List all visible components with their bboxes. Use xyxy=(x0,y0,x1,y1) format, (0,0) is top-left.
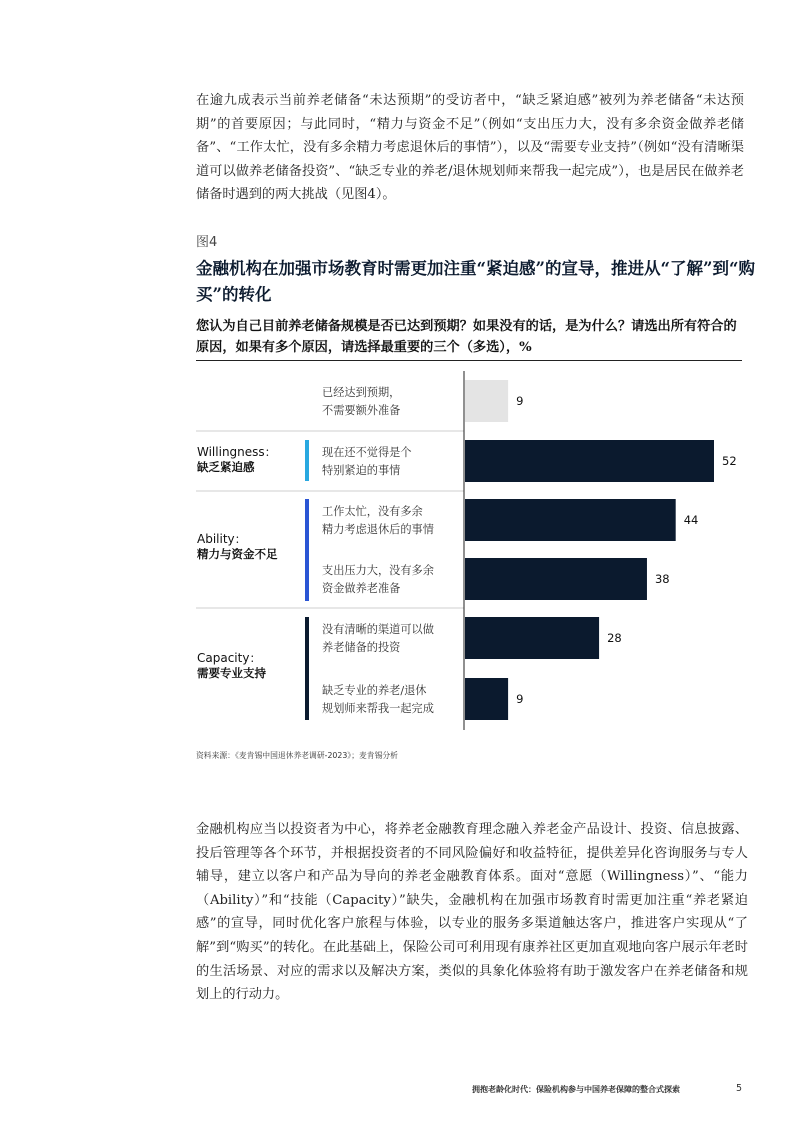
body-paragraph: 金融机构应当以投资者为中心，将养老金融教育理念融入养老金产品设计、投资、信息披露、投后管理等各个环节，并根据投资者的不同风险偏好和收益特征，提供差异化咨询服务与专人辅导，建立以客户和产品为导向的养老金融教育体系。面对“意愿（Willingness）”、“能力（Ability）”和“技能（Capacity）”缺失，金融机构在加强市场教育时需更加注重“养老紧迫感”的宣导，同时优化客户旅程与体验，以专业的服务多渠道触达客户，推进客户实现从“了解”到“购买”的转化。在此基础上，保险公司可利用现有康养社区更加直观地向客户展示年老时的生活场景、对应的需求以及解决方案，类似的具象化体验将有助于激发客户在养老储备和规划上的行动力。 xyxy=(196,822,748,1003)
value-label-1: 9 xyxy=(516,394,524,408)
bars xyxy=(465,380,714,720)
category-label-6-line-2: 规划师来帮我一起完成 xyxy=(322,702,434,715)
bar-1 xyxy=(465,380,508,422)
group-labels xyxy=(196,440,309,720)
group-name-cn-3: 需要专业支持 xyxy=(197,666,266,680)
category-label-3-line-2: 精力考虑退休后的事情 xyxy=(322,523,434,536)
category-label-4-line-2: 资金做养老准备 xyxy=(322,582,401,595)
group-marker-1 xyxy=(305,440,309,481)
value-label-3: 44 xyxy=(683,513,699,527)
value-label-5: 28 xyxy=(607,631,622,645)
bar-5 xyxy=(465,617,599,659)
intro-paragraph: 在逾九成表示当前养老储备“未达预期”的受访者中，“缺乏紧迫感”被列为养老储备“未达预期”的首要原因；与此同时，“精力与资金不足”（例如“支出压力大，没有多余资金做养老储备”、“工作太忙，没有多余精力考虑退休后的事情”），以及“需要专业支持”（例如“没有清晰渠道可以做养老储备投资”、“缺乏专业的养老/退休规划师来帮我一起完成”），也是居民在做养老储备时遇到的两大挑战（见图4）。 xyxy=(196,93,744,203)
category-labels xyxy=(322,385,434,715)
group-name-en-3: Capacity： xyxy=(197,651,262,665)
category-label-5-line-2: 养老储备的投资 xyxy=(322,641,401,654)
bar-2 xyxy=(465,440,714,482)
group-name-cn-2: 精力与资金不足 xyxy=(197,547,278,561)
category-label-2-line-1: 现在还不觉得是个 xyxy=(322,446,412,459)
figure-question: 您认为自己目前养老储备规模是否已达到预期？如果没有的话，是为什么？请选出所有符合的原因，如果有多个原因，请选择最重要的三个（多选），% xyxy=(196,319,737,355)
group-name-en-1: Willingness： xyxy=(197,445,277,459)
source-note: 资料来源：《麦肯锡中国退休养老调研-2023》；麦肯锡分析 xyxy=(196,751,398,760)
category-label-1-line-2: 不需要额外准备 xyxy=(322,404,401,417)
page-number: 5 xyxy=(736,1083,743,1094)
category-label-2-line-2: 特别紧迫的事情 xyxy=(322,464,401,477)
figure-title: 金融机构在加强市场教育时需更加注重“紧迫感”的宣导，推进从“了解”到“购买”的转化 xyxy=(196,259,755,304)
category-label-3-line-1: 工作太忙，没有多余 xyxy=(322,505,423,518)
group-name-en-2: Ability： xyxy=(197,532,247,546)
category-label-5-line-1: 没有清晰的渠道可以做 xyxy=(322,623,434,636)
value-label-2: 52 xyxy=(722,454,737,468)
group-marker-2 xyxy=(305,499,309,601)
value-label-4: 38 xyxy=(654,572,670,586)
bar-4 xyxy=(465,558,647,600)
category-label-1-line-1: 已经达到预期， xyxy=(322,386,401,399)
category-label-6-line-1: 缺乏专业的养老/退休 xyxy=(322,684,427,697)
bar-6 xyxy=(465,678,508,720)
value-label-6: 9 xyxy=(516,692,524,706)
bar-3 xyxy=(465,499,676,541)
footer-title: 拥抱老龄化时代：保险机构参与中国养老保障的整合式探索 xyxy=(472,1085,680,1094)
group-marker-3 xyxy=(305,617,309,720)
group-name-cn-1: 缺乏紧迫感 xyxy=(197,460,255,474)
category-label-4-line-1: 支出压力大，没有多余 xyxy=(322,564,434,577)
figure-label: 图4 xyxy=(196,235,218,250)
